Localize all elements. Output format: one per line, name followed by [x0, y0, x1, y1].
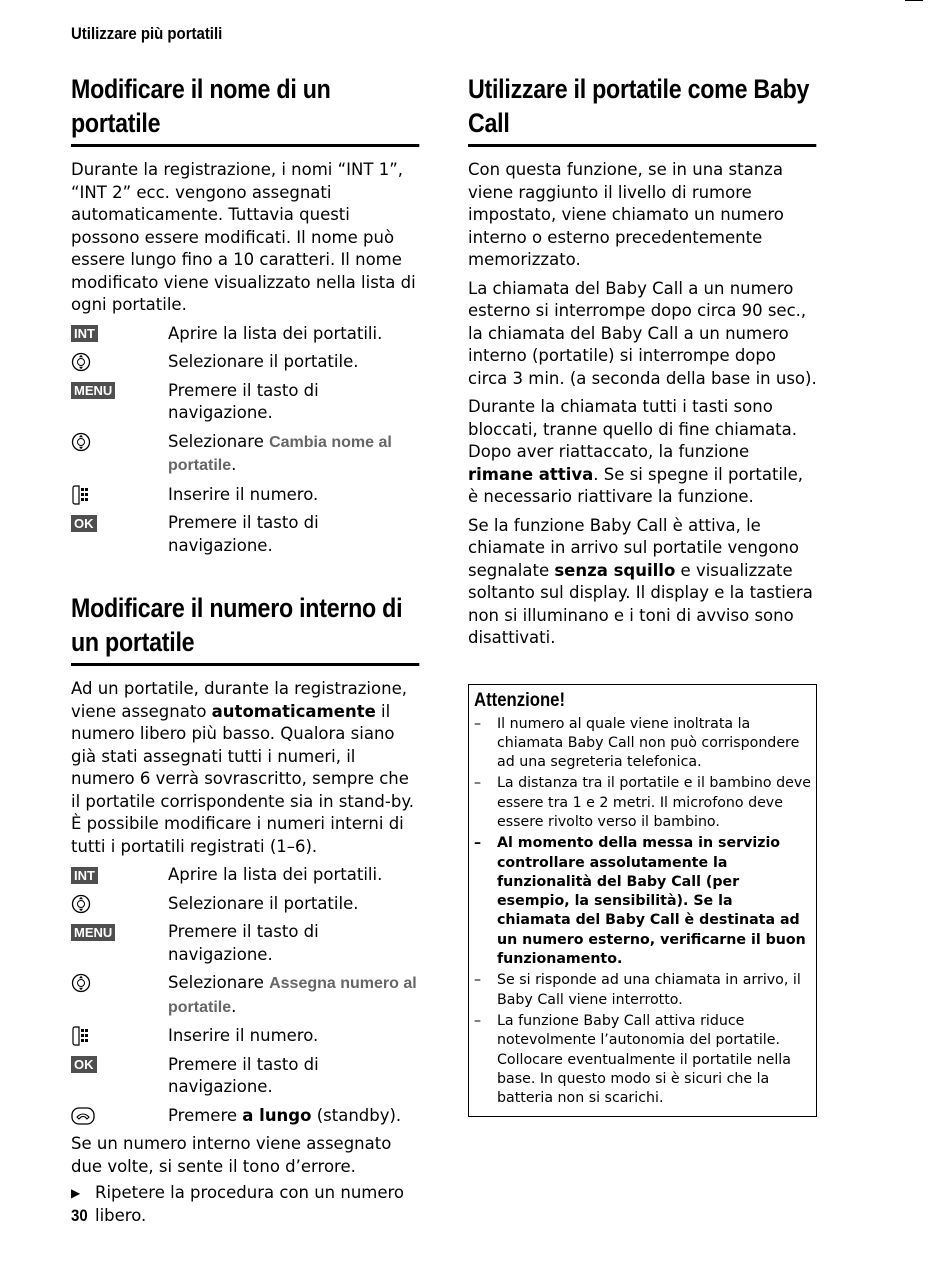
nav-key-updown-icon: [71, 352, 91, 372]
step-text: Premere il tasto di navigazione.: [168, 922, 319, 964]
baby-call-paragraph-4: Se la funzione Baby Call è attiva, le chiamate in arrivo sul portatile vengono segnalate senza squillo e visualizzate soltanto sul display. Il display e la tastiera non si illuminano e i toni di avviso sono disattivati.: [468, 515, 813, 647]
section-title-baby-call: Utilizzare il portatile come Baby Call: [468, 72, 816, 147]
step-text: Aprire la lista dei portatili.: [168, 865, 383, 884]
rename-intro: Durante la registrazione, i nomi “INT 1”, “INT 2” ecc. vengono assegnati automaticamente. Tuttavia questi possono essere modificati. Il nome può essere lungo fino a 10 caratteri. Il nome modificato viene visualizzato nella lista di ogni portatile.: [71, 160, 416, 314]
step: [71, 380, 420, 425]
attention-box: [468, 684, 817, 1118]
attention-title: Attenzione!: [474, 689, 566, 711]
internal-number-steps: [71, 864, 420, 1127]
keypad-icon: [71, 485, 89, 505]
action-text: Ripetere la procedura con un numero libero.: [95, 1183, 405, 1225]
page-number: 30: [71, 1206, 88, 1225]
action-item: [71, 1182, 420, 1227]
step: [71, 484, 420, 507]
step: [71, 323, 420, 346]
menu-option: Cambia nome al portatile: [168, 433, 392, 474]
step: [71, 1054, 420, 1099]
baby-call-paragraph-1: Con questa funzione, se in una stanza viene raggiunto il livello di rumore impostato, viene chiamato un numero interno o esterno precedentemente memorizzato.: [468, 160, 784, 269]
section-title-internal-number: Modificare il numero interno di un portatile: [71, 591, 419, 666]
attention-item: – La distanza tra il portatile e il bambino deve essere tra 1 e 2 metri. Il microfono deve essere rivolto verso il bambino.: [474, 775, 811, 830]
end-call-key-icon: [71, 1106, 95, 1126]
int-key-icon: INT: [71, 867, 98, 884]
triangle-right-icon: ▶: [71, 1186, 81, 1200]
step-text: Selezionare Assegna numero al portatile.: [168, 973, 417, 1016]
rename-steps: [71, 323, 420, 558]
step: [71, 921, 420, 966]
step-text: Inserire il numero.: [168, 484, 319, 504]
step-text: Premere il tasto di navigazione.: [168, 1054, 319, 1096]
step-text: Premere a lungo (standby).: [168, 1105, 402, 1125]
attention-item: – La funzione Baby Call attiva riduce notevolmente l’autonomia del portatile. Collocare eventualmente il portatile nella base. In questo modo si è sicuri che la batteria non si scarichi.: [474, 1012, 791, 1107]
running-header: Utilizzare più portatili: [71, 24, 223, 43]
step: [71, 512, 420, 557]
attention-item: – Il numero al quale viene inoltrata la chiamata Baby Call non può corrispondere ad una segreteria telefonica.: [474, 715, 800, 771]
menu-key-icon: MENU: [71, 924, 115, 941]
step: [71, 431, 420, 478]
ok-key-icon: OK: [71, 1056, 97, 1073]
corner-crop-mark: [905, 0, 923, 1]
step-text: Selezionare il portatile.: [168, 352, 359, 371]
menu-option: Assegna numero al portatile: [168, 975, 417, 1016]
step-text: Premere il tasto di navigazione.: [168, 380, 319, 422]
step: [71, 1025, 420, 1048]
ok-key-icon: OK: [71, 515, 97, 532]
int-key-icon: INT: [71, 325, 98, 342]
step: [71, 864, 420, 887]
error-tone-note: Se un numero interno viene assegnato due volte, si sente il tono d’errore.: [71, 1134, 392, 1176]
step: [71, 893, 420, 916]
right-column: [468, 72, 817, 1117]
step-text: Aprire la lista dei portatili.: [168, 323, 383, 343]
nav-key-updown-icon: [71, 432, 91, 452]
nav-key-updown-icon: [71, 973, 91, 993]
baby-call-paragraph-2: La chiamata del Baby Call a un numero esterno si interrompe dopo circa 90 sec., la chiamata del Baby Call a un numero interno (portatile) si interrompe dopo circa 3 min. (a seconda della base in uso).: [468, 278, 817, 388]
internal-number-intro: Ad un portatile, durante la registrazione, viene assegnato automaticamente il numero libero più basso. Qualora siano già stati assegnati tutti i numeri, il numero 6 verrà sovrascritto, sempre che il portatile corrispondente sia in stand-by. È possibile modificare i numeri interni di tutti i portatili registrati (1–6).: [71, 679, 414, 856]
step: [71, 351, 420, 374]
attention-item: – Al momento della messa in servizio controllare assolutamente la funzionalità del Baby Call (per esempio, la sensibilità). Se la chiamata del Baby Call è destinata ad un numero esterno, verificarne il buon funzionamento.: [474, 835, 806, 968]
step: [71, 1105, 420, 1128]
step-text: Selezionare Cambia nome al portatile.: [168, 431, 392, 474]
keypad-icon: [71, 1026, 89, 1046]
step-text: Selezionare il portatile.: [168, 893, 359, 913]
baby-call-paragraph-3: Durante la chiamata tutti i tasti sono bloccati, tranne quello di fine chiamata. Dopo aver riattaccato, la funzione rimane attiva. Se si spegne il portatile, è necessario riattivare la funzione.: [468, 397, 803, 506]
step-text: Inserire il numero.: [168, 1026, 319, 1045]
left-column: [71, 72, 420, 1227]
menu-key-icon: MENU: [71, 382, 115, 399]
nav-key-updown-icon: [71, 894, 91, 914]
step: [71, 972, 420, 1019]
step-text: Premere il tasto di navigazione.: [168, 513, 319, 555]
section-title-rename-handset: Modificare il nome di un portatile: [71, 72, 419, 147]
attention-item: – Se si risponde ad una chiamata in arrivo, il Baby Call viene interrotto.: [474, 972, 801, 1008]
